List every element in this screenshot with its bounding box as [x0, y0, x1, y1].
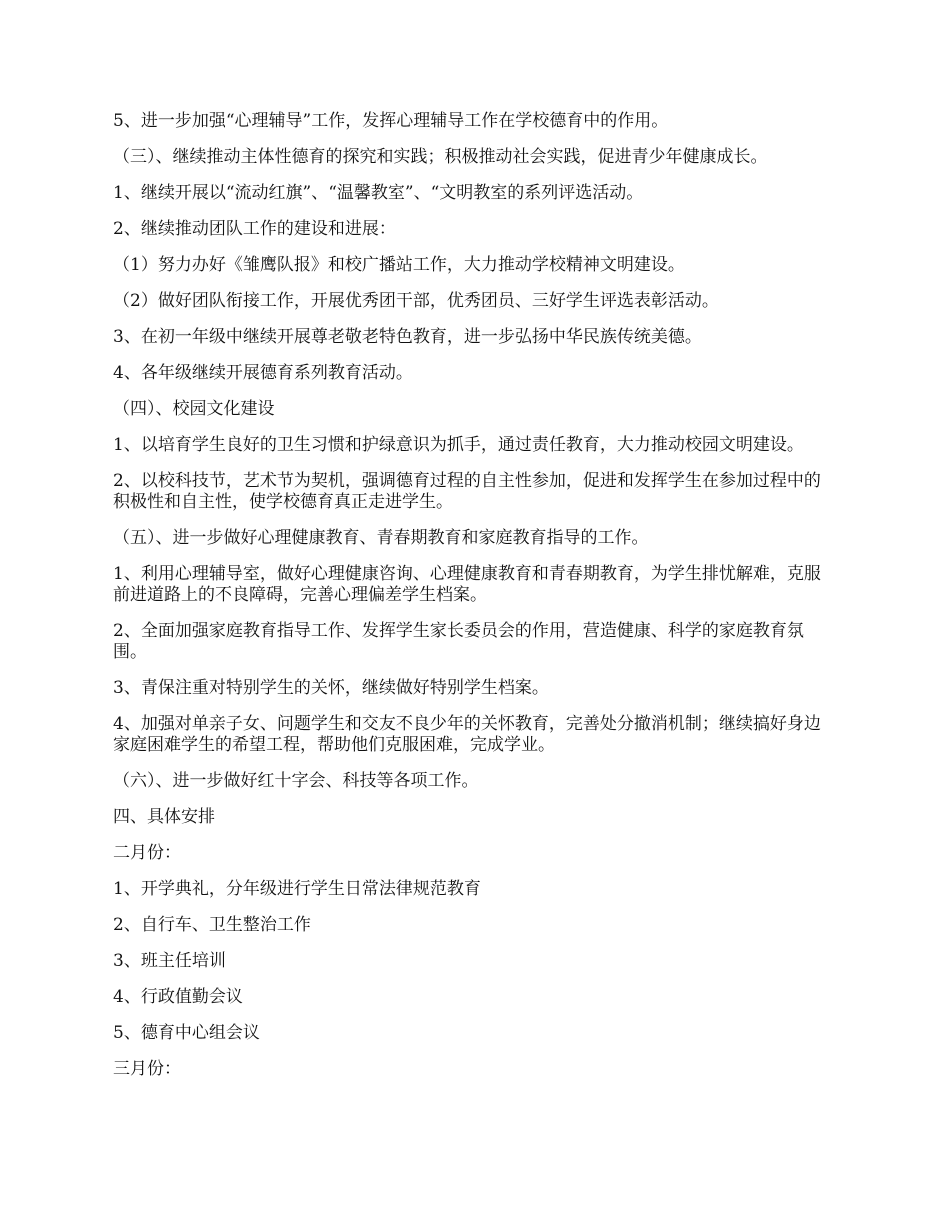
section-heading: （六）、进一步做好红十字会、科技等各项工作。	[113, 771, 479, 791]
list-item: 3、班主任培训	[113, 951, 226, 971]
paragraph: 2、以校科技节，艺术节为契机，强调德育过程的自主性参加，促进和发挥学生在参加过程中的积极性和自主性，使学校德育真正走进学生。	[113, 471, 821, 512]
paragraph: 5、进一步加强“心理辅导”工作，发挥心理辅导工作在学校德育中的作用。	[113, 111, 669, 131]
paragraph: 2、全面加强家庭教育指导工作、发挥学生家长委员会的作用，营造健康、科学的家庭教育氛围。	[113, 621, 804, 662]
section-heading: （五）、进一步做好心理健康教育、青春期教育和家庭教育指导的工作。	[113, 528, 649, 548]
section-heading: （四）、校园文化建设	[113, 399, 275, 419]
list-item: 1、开学典礼，分年级进行学生日常法律规范教育	[113, 879, 481, 899]
list-item: 2、自行车、卫生整治工作	[113, 915, 311, 935]
paragraph: 1、利用心理辅导室，做好心理健康咨询、心理健康教育和青春期教育，为学生排忧解难，克服前进道路上的不良障碍，完善心理偏差学生档案。	[113, 564, 821, 605]
section-heading: 四、具体安排	[113, 807, 215, 827]
paragraph: （1）努力办好《雏鹰队报》和校广播站工作，大力推动学校精神文明建设。	[113, 255, 685, 275]
month-heading: 三月份：	[113, 1059, 181, 1079]
list-item: 5、德育中心组会议	[113, 1023, 260, 1043]
paragraph: 4、各年级继续开展德育系列教育活动。	[113, 363, 413, 383]
section-heading: （三）、继续推动主体性德育的探究和实践；积极推动社会实践，促进青少年健康成长。	[113, 147, 768, 167]
list-item: 4、行政值勤会议	[113, 987, 243, 1007]
paragraph: 2、继续推动团队工作的建设和进展：	[113, 219, 396, 239]
paragraph: 3、在初一年级中继续开展尊老敬老特色教育，进一步弘扬中华民族传统美德。	[113, 327, 702, 347]
paragraph: 4、加强对单亲子女、问题学生和交友不良少年的关怀教育，完善处分撤消机制；继续搞好身边家庭困难学生的希望工程，帮助他们克服困难，完成学业。	[113, 714, 821, 755]
paragraph: 3、青保注重对特别学生的关怀，继续做好特别学生档案。	[113, 678, 549, 698]
paragraph: 1、继续开展以“流动红旗”、“温馨教室”、“文明教室的系列评选活动。	[113, 183, 644, 203]
paragraph: （2）做好团队衔接工作，开展优秀团干部，优秀团员、三好学生评选表彰活动。	[113, 291, 719, 311]
month-heading: 二月份：	[113, 843, 181, 863]
paragraph: 1、以培育学生良好的卫生习惯和护绿意识为抓手，通过责任教育，大力推动校园文明建设。	[113, 435, 804, 455]
document-body	[113, 111, 837, 1095]
